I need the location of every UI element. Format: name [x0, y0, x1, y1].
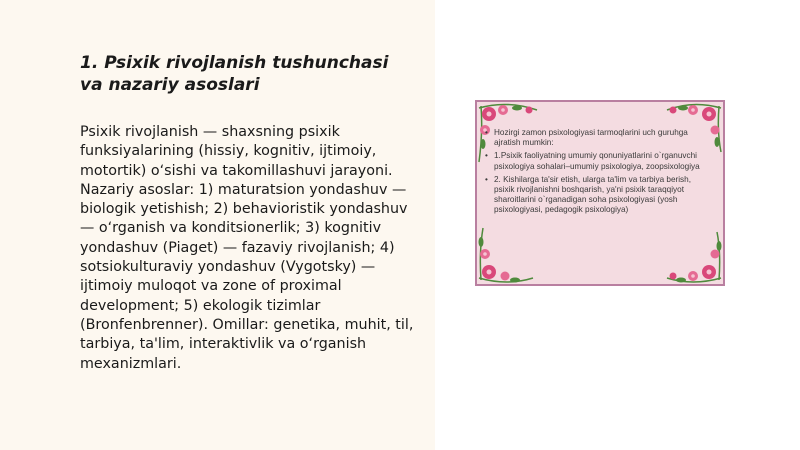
bullet-dot: • [485, 174, 488, 184]
bullet-dot: • [485, 151, 488, 161]
flower-corner-bottom-left [479, 228, 534, 283]
slide-body: Psixik rivojlanish — shaxsning psixik funksiyalarining (hissiy, kognitiv, ijtimoiy, motortik) o‘sishi va takomillashuvi jarayoni. Nazariy asoslar: 1) maturatsion yondashuv — biologik yetishish; 2) behavioristik yondashuv — o‘rganish va konditsionerlik; 3) kognitiv yondashuv (Piaget) — fazaviy rivojlanish; 4) sotsiokulturaviy yondashuv (Vygotsky) — ijtimoiy muloqot va zone of proximal development; 5) ekologik tizimlar (Bronfenbrenner). Omillar: genetika, muhit, til, tarbiya, ta'lim, interaktivlik va o‘rganish mexanizmlari. [80, 124, 414, 372]
image-bullet-list [485, 128, 713, 219]
slide-title: 1. Psixik rivojlanish tushunchasi va nazariy asoslari [80, 53, 389, 95]
image-bullet-item [485, 128, 713, 148]
image-panel [435, 0, 800, 450]
embedded-slide-image [475, 100, 725, 286]
image-bullet-text: 1.Psixik faoliyatning umumiy qonuniyatlarini o`rganuvchi psixologiya sohalari–umumiy psixologiya, zoopsixologiya [494, 151, 700, 171]
bullet-dot: • [485, 128, 488, 137]
image-bullet-text: 2. Kishilarga ta'sir etish, ularga ta'lim va tarbiya berish, psixik rivojlanishni boshqarish, ya'ni psixik taraqqiyot sharoitlarini o`rganadigan soha psixologiyasi (yosh psixologiyasi, pedagogik psixologiya) [494, 174, 691, 215]
image-bullet-item [485, 151, 713, 171]
image-bullet-item [485, 175, 713, 216]
image-bullet-text: Hozirgi zamon psixologiyasi tarmoqlarini uch guruhga ajratish mumkin: [494, 128, 688, 148]
flower-corner-bottom-right [667, 232, 722, 283]
